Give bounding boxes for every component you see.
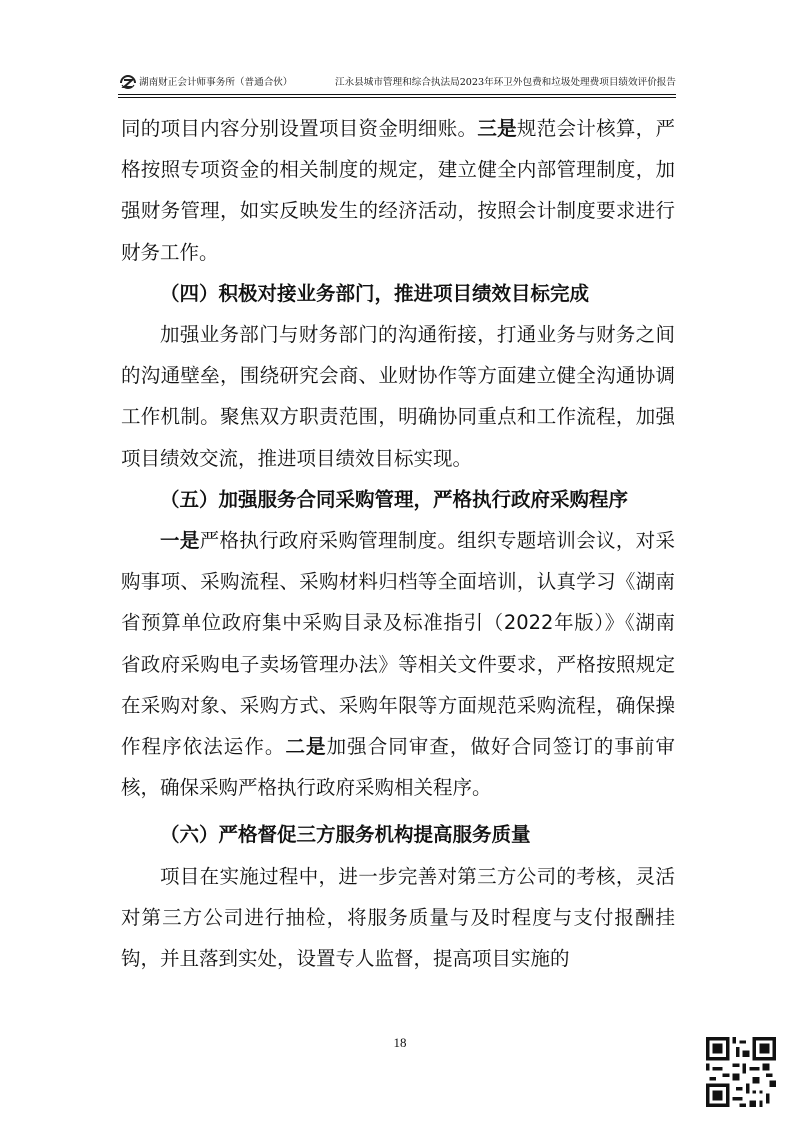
header-rule [118,94,676,95]
paragraph-3: 一是严格执行政府采购管理制度。组织专题培训会议，对采购事项、采购流程、采购材料归档等全面培训，认真学习《湖南省预算单位政府集中采购目录及标准指引（2022年版）》《湖南省政府采购电子卖场管理办法》等相关文件要求，严格按照规定在采购对象、采购方式、采购年限等方面规范采购流程，确保操作程序依法运作。二是加强合同审查，做好合同签订的事前审核，确保采购严格执行政府采购相关程序。 [121,529,675,800]
header-rule-thin [118,97,676,98]
qr-code-icon [706,1037,776,1107]
page-header [118,70,676,96]
paragraph-1: 同的项目内容分别设置项目资金明细账。三是规范会计核算，严格按照专项资金的相关制度的规定，建立健全内部管理制度，加强财务管理，如实反映发生的经济活动，按照会计制度要求进行财务工作。 [121,117,675,264]
paragraph-4: 项目在实施过程中，进一步完善对第三方公司的考核，灵活对第三方公司进行抽检，将服务质量与及时程度与支付报酬挂钩，并且落到实处，设置专人监督，提高项目实施的 [121,864,675,971]
firm-name: 湖南财正会计师事务所（普通合伙） [139,77,293,88]
section-heading-5: （五）加强服务合同采购管理，严格执行政府采购程序 [160,487,629,511]
section-heading-6: （六）严格督促三方服务机构提高服务质量 [160,823,531,847]
page-number: 18 [393,1035,407,1050]
report-title: 江永县城市管理和综合执法局2023年环卫外包费和垃圾处理费项目绩效评价报告 [334,77,676,88]
document-body [121,108,675,979]
section-heading-4: （四）积极对接业务部门，推进项目绩效目标完成 [160,281,590,305]
paragraph-2: 加强业务部门与财务部门的沟通衔接，打通业务与财务之间的沟通壁垒，围绕研究会商、业财协作等方面建立健全沟通协调工作机制。聚焦双方职责范围，明确协同重点和工作流程，加强项目绩效交流，推进项目绩效目标实现。 [121,323,675,470]
firm-logo-icon [118,73,138,93]
